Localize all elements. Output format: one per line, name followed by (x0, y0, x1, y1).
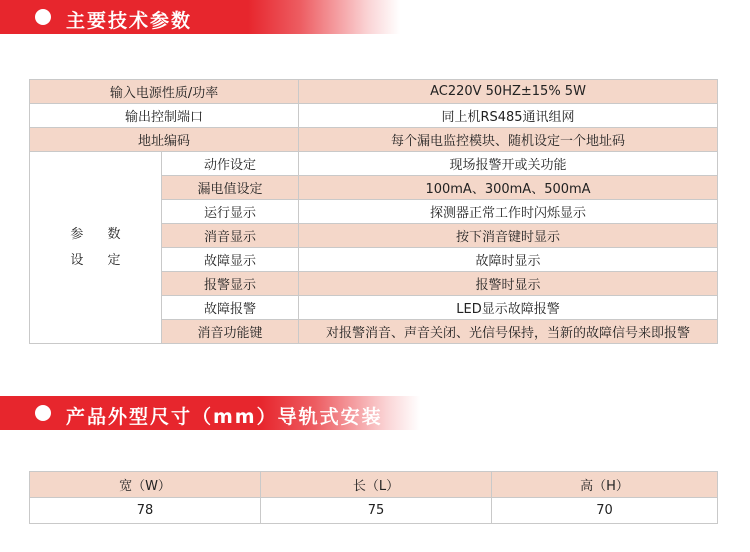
table-row (30, 104, 718, 128)
spec-value: 每个漏电监控模块、随机设定一个地址码 (299, 128, 718, 152)
param-label: 报警显示 (162, 272, 299, 296)
dim-header-width: 宽（W） (30, 472, 261, 498)
dims-section-header (0, 396, 420, 430)
param-group-label-line2: 设 定 (70, 252, 131, 268)
table-row (30, 498, 718, 524)
specs-section-title: 主要技术参数 (66, 10, 193, 32)
param-value: 报警时显示 (299, 272, 718, 296)
table-row (30, 80, 718, 104)
table-header-row (30, 472, 718, 498)
spec-value: 同上机RS485通讯组网 (299, 104, 718, 128)
dim-header-length: 长（L） (261, 472, 492, 498)
param-label: 故障报警 (162, 296, 299, 320)
bullet-dot-icon (35, 9, 51, 25)
dimensions-table (29, 471, 718, 524)
param-label: 消音功能键 (162, 320, 299, 344)
specs-section-header (0, 0, 400, 34)
spec-label: 地址编码 (30, 128, 299, 152)
param-value: 探测器正常工作时闪烁显示 (299, 200, 718, 224)
spec-value: AC220V 50HZ±15% 5W (299, 80, 718, 104)
spec-label: 输出控制端口 (30, 104, 299, 128)
param-value: 故障时显示 (299, 248, 718, 272)
dims-section-title: 产品外型尺寸（mm）导轨式安装 (66, 406, 383, 428)
dim-value-height: 70 (492, 498, 718, 524)
spec-table (29, 79, 718, 344)
param-label: 动作设定 (162, 152, 299, 176)
bullet-dot-icon (35, 405, 51, 421)
param-value: 100mA、300mA、500mA (299, 176, 718, 200)
param-group-label (30, 152, 162, 344)
dim-header-height: 高（H） (492, 472, 718, 498)
param-label: 消音显示 (162, 224, 299, 248)
param-group-label-line1: 参 数 (70, 226, 131, 242)
spec-label: 输入电源性质/功率 (30, 80, 299, 104)
dim-value-width: 78 (30, 498, 261, 524)
param-value: 现场报警开或关功能 (299, 152, 718, 176)
param-label: 漏电值设定 (162, 176, 299, 200)
param-label: 故障显示 (162, 248, 299, 272)
param-value: 对报警消音、声音关闭、光信号保持，当新的故障信号来即报警 (299, 320, 718, 344)
table-row (30, 152, 718, 176)
param-value: LED显示故障报警 (299, 296, 718, 320)
param-label: 运行显示 (162, 200, 299, 224)
param-value: 按下消音键时显示 (299, 224, 718, 248)
dim-value-length: 75 (261, 498, 492, 524)
table-row (30, 128, 718, 152)
